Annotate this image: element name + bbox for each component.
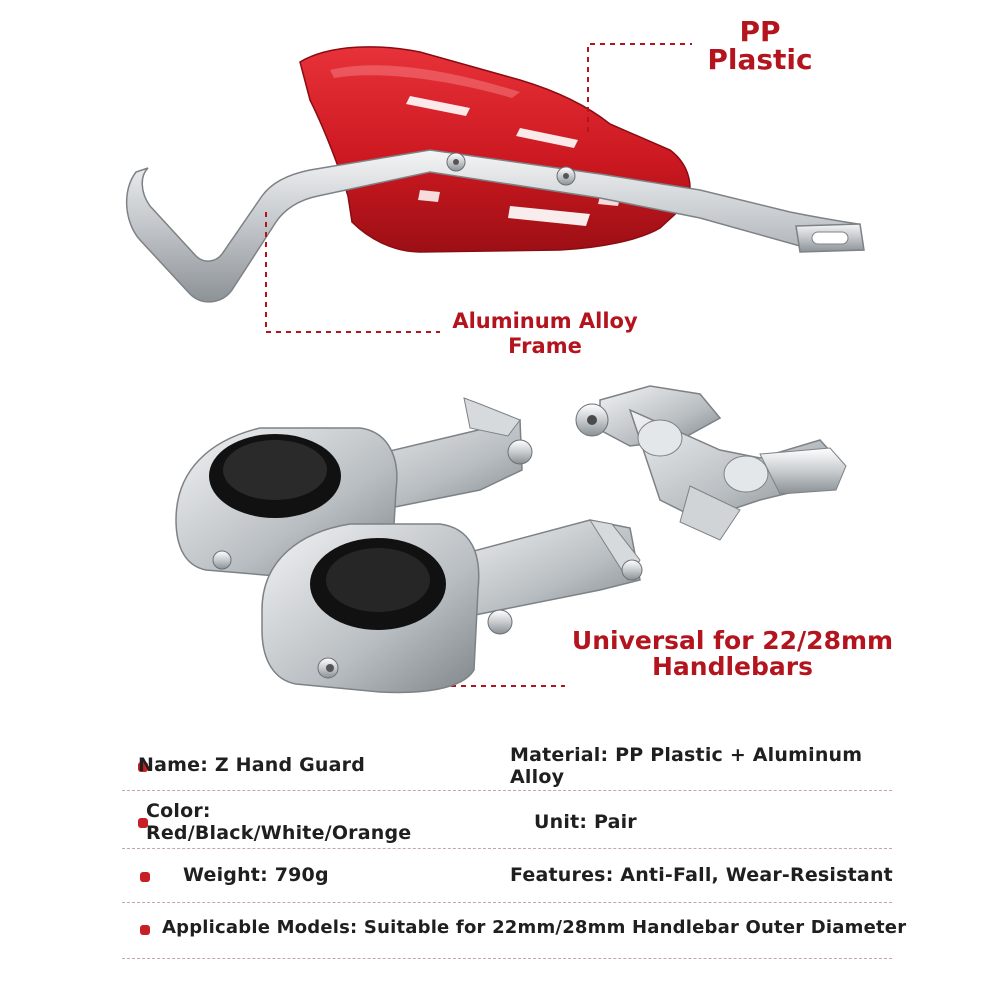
plastic-label: Plastic (707, 43, 813, 76)
spec-weight: Weight: 790g (183, 864, 329, 886)
spec-color-line2: Red/Black/White/Orange (146, 822, 412, 845)
spec-features: Features: Anti-Fall, Wear-Resistant (510, 864, 893, 886)
spec-models: Applicable Models: Suitable for 22mm/28mm Handlebar Outer Diameter (162, 917, 907, 938)
universal-fit-callout (560, 628, 905, 681)
spec-material-line1: Material: PP Plastic + Aluminum (510, 744, 863, 766)
aluminum-frame-callout (430, 309, 660, 359)
spec-color (146, 800, 411, 845)
divider-2 (122, 848, 892, 849)
spec-material (510, 744, 862, 789)
pp-plastic-callout (690, 15, 830, 76)
aluminum-alloy-label: Aluminum Alloy (452, 309, 638, 333)
red-shell (300, 47, 690, 252)
spec-unit: Unit: Pair (534, 811, 637, 833)
pp-label: PP (739, 15, 781, 48)
spec-name: Name: Z Hand Guard (138, 754, 365, 776)
divider-4 (122, 958, 892, 959)
bullet-weight (140, 872, 150, 882)
divider-1 (122, 790, 892, 791)
bar-end-plugs (576, 386, 846, 540)
bullet-models (140, 925, 150, 935)
spec-color-line1: Color: (146, 800, 211, 822)
spec-material-line2: Alloy (510, 766, 565, 789)
frame-label: Frame (508, 334, 582, 359)
divider-3 (122, 902, 892, 903)
handlebars-label: Handlebars (652, 652, 813, 682)
universal-label: Universal for 22/28mm (571, 626, 894, 655)
